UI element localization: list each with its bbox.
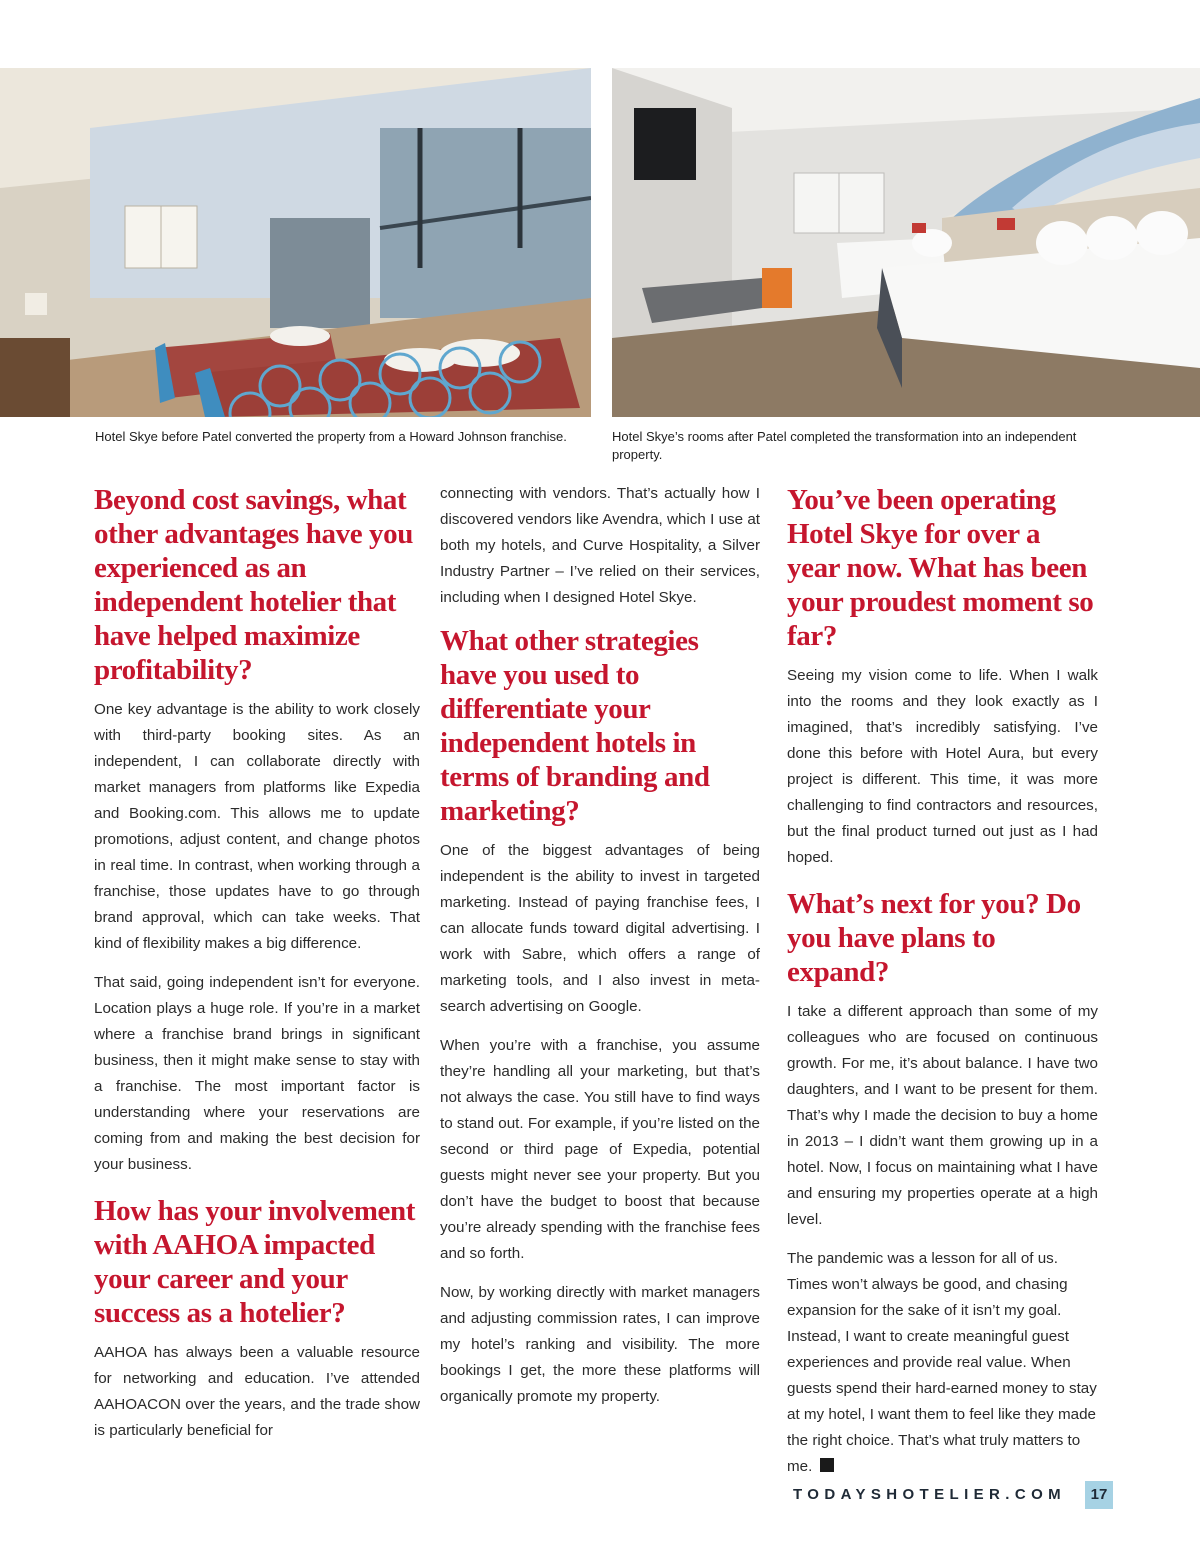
body-paragraph: That said, going independent isn’t for everyone. Location plays a huge role. If you’re in a market where a franchise brand brings in significant business, then it might make sense to stay with a franchise. The most important factor is understanding where your reservations are coming from and making the best decision for your business. xyxy=(94,974,420,1173)
article-column-2 xyxy=(440,481,760,1423)
section-heading: You’ve been operating Hotel Skye for over a year now. What has been your proudest moment so far? xyxy=(787,484,1094,652)
body-paragraph: Now, by working directly with market managers and adjusting commission rates, I can improve my hotel’s ranking and visibility. The more bookings I get, the more these platforms will organically promote my property. xyxy=(440,1284,760,1405)
section-heading: What’s next for you? Do you have plans to expand? xyxy=(787,888,1081,988)
closing-text: The pandemic was a lesson for all of us. Times won’t always be good, and chasing expansion for the sake of it isn’t my goal. Instead, I want to create meaningful guest experiences and provide real value. When guests spend their hard-earned money to stay at my hotel, I want them to feel like they made the right choice. That’s what truly matters to me. xyxy=(787,1250,1097,1475)
photo-caption-before: Hotel Skye before Patel converted the property from a Howard Johnson franchise. xyxy=(95,429,567,444)
body-paragraph: I take a different approach than some of my colleagues who are focused on continuous growth. For me, it’s about balance. I have two daughters, and I want to be present for them. That’s why I made the decision to buy a home in 2013 – I didn’t want them growing up in a hotel. Now, I focus on maintaining what I have and ensuring my properties operate at a high level. xyxy=(787,1003,1098,1228)
photo-after-renovation xyxy=(612,68,1200,417)
body-paragraph: One key advantage is the ability to work closely with third-party booking sites. As an independent, I can collaborate directly with market managers from platforms like Expedia and Booking.com. This allows me to update promotions, adjust content, and change photos in real time. In contrast, when working through a franchise, those updates have to go through brand approval, which can take weeks. That kind of flexibility makes a big difference. xyxy=(94,701,420,952)
body-paragraph: Seeing my vision come to life. When I walk into the rooms and they look exactly as I imagined, that’s incredibly satisfying. I’ve done this before with Hotel Aura, but every project is different. This time, it was more challenging to find contractors and resources, but the final product turned out just as I had hoped. xyxy=(787,667,1098,866)
body-paragraph: AAHOA has always been a valuable resource for networking and education. I’ve attended AAHOACON over the years, and the trade show is particularly beneficial for xyxy=(94,1344,420,1439)
page-number-badge: 17 xyxy=(1085,1481,1113,1509)
photo-before-renovation xyxy=(0,68,591,417)
body-paragraph xyxy=(787,1246,1098,1480)
end-of-article-mark xyxy=(820,1458,834,1472)
section-heading: How has your involvement with AAHOA impacted your career and your success as a hotelier? xyxy=(94,1195,415,1329)
footer-website: TODAYSHOTELIER.COM xyxy=(793,1486,1067,1503)
body-paragraph: connecting with vendors. That’s actually how I discovered vendors like Avendra, which I use at both my hotels, and Curve Hospitality, a Silver Industry Partner – I’ve relied on their services, including when I designed Hotel Skye. xyxy=(440,485,760,606)
body-paragraph: When you’re with a franchise, you assume they’re handling all your marketing, but that’s not always the case. You still have to find ways to stand out. For example, if you’re listed on the second or third page of Expedia, potential guests might never see your property. But you don’t have the budget to boost that because you’re already spending with the franchise fees and so forth. xyxy=(440,1037,760,1262)
photo-caption-after: Hotel Skye’s rooms after Patel completed the transformation into an independent property. xyxy=(612,429,1077,462)
section-heading: Beyond cost savings, what other advantages have you experienced as an independent hotelier that have helped maximize profitability? xyxy=(94,484,413,686)
article-column-3 xyxy=(787,481,1098,1493)
section-heading: What other strategies have you used to differentiate your independent hotels in terms of branding and marketing? xyxy=(440,625,710,827)
article-column-1 xyxy=(94,481,420,1457)
body-paragraph: One of the biggest advantages of being independent is the ability to invest in targeted marketing. Instead of paying franchise fees, I can allocate funds toward digital advertising. I work with Sabre, which offers a range of marketing tools, and I also invest in meta-search advertising on Google. xyxy=(440,842,760,1015)
